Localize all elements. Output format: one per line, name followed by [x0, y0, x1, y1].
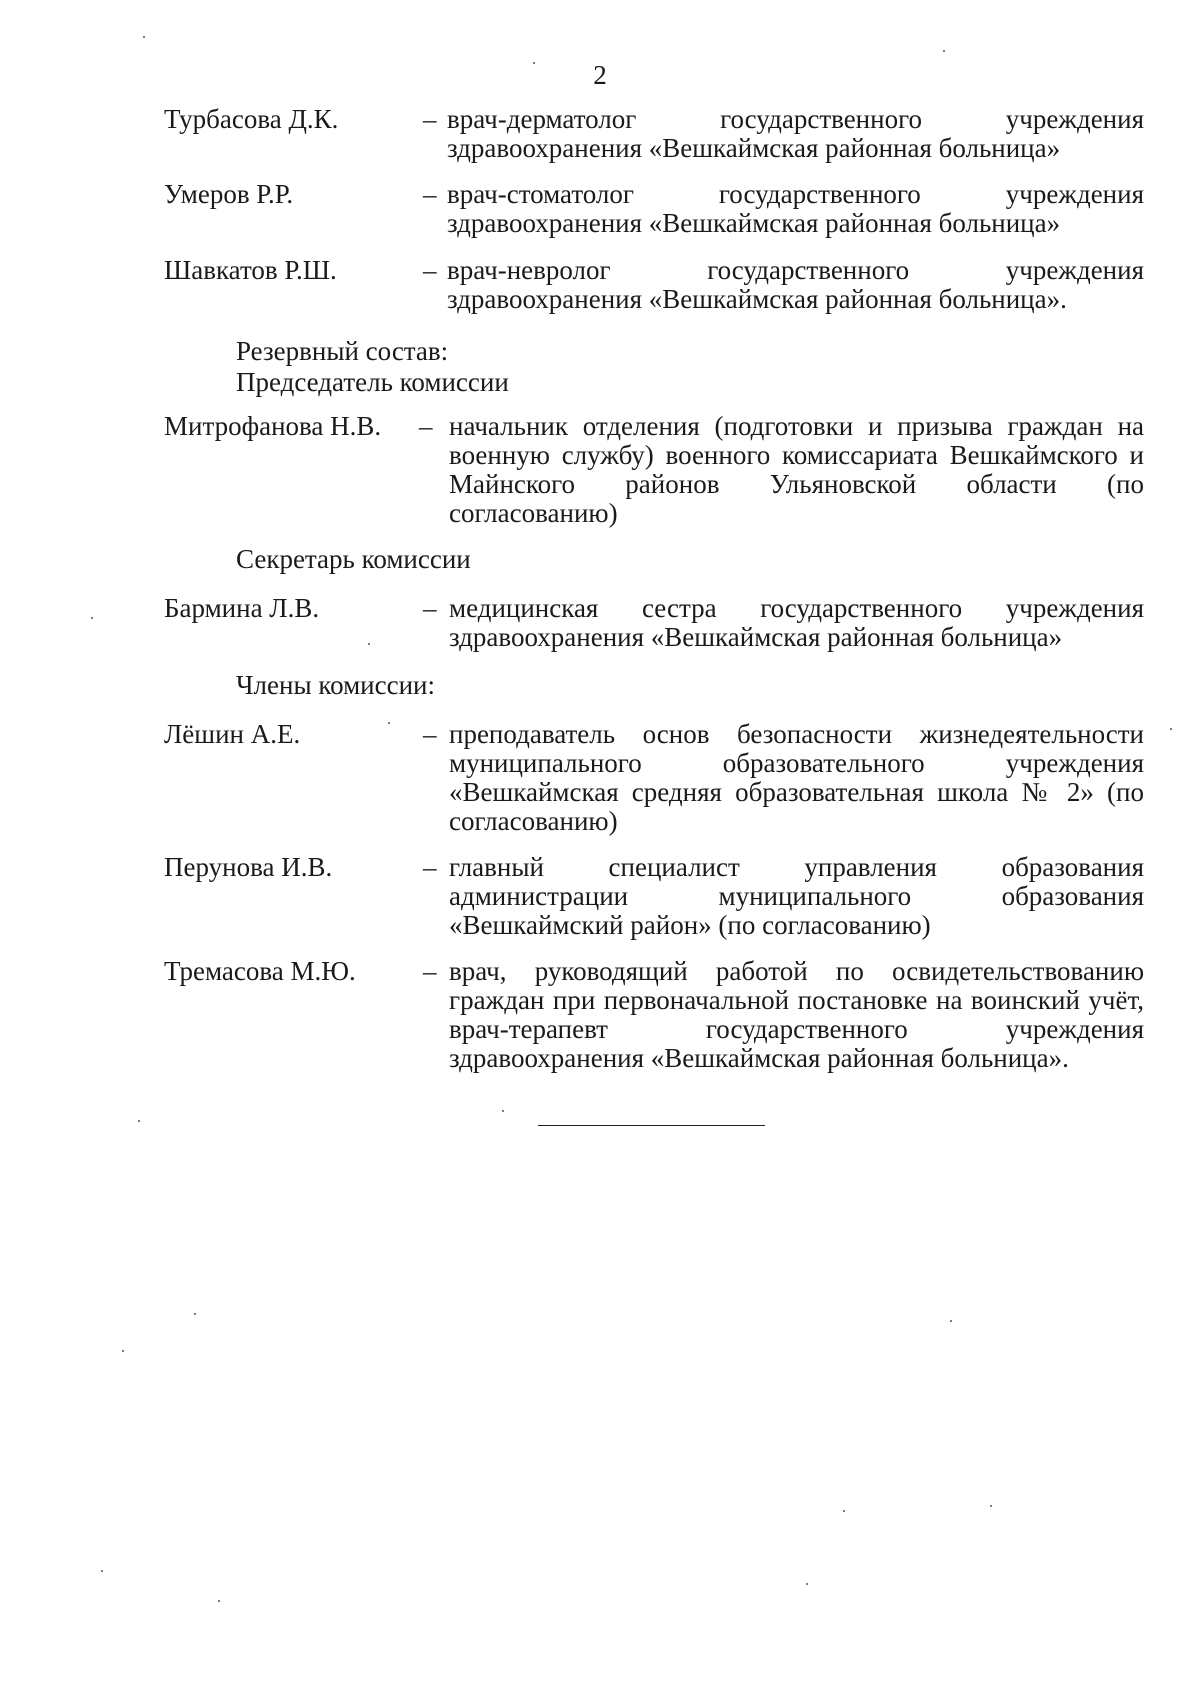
scan-speck	[91, 617, 93, 619]
scan-speck	[101, 1570, 103, 1572]
dash: –	[423, 593, 437, 623]
secretary-entry	[164, 594, 1144, 654]
member-name: Митрофанова Н.В.	[164, 411, 382, 441]
scan-speck	[502, 1110, 504, 1112]
scan-speck	[218, 1600, 220, 1602]
member-entry	[164, 256, 1144, 316]
scan-speck	[806, 1583, 808, 1585]
scan-speck	[1170, 728, 1172, 730]
member-entry	[164, 957, 1144, 1077]
page-number: 2	[593, 60, 607, 90]
member-description: врач, руководящий работой по освидетельствованию граждан при первоначальной постановке на воинский учёт, врач-терапевт государственного учреждения здравоохранения «Вешкаймская районная больница».	[449, 956, 1144, 1073]
member-description: начальник отделения (подготовки и призыва граждан на военную службу) военного комиссариата Вешкаймского и Майнского районов Ульяновской области (по согласованию)	[449, 411, 1144, 528]
member-name: Шавкатов Р.Ш.	[164, 255, 337, 285]
scan-speck	[368, 643, 370, 645]
member-entry	[164, 105, 1144, 165]
dash: –	[423, 179, 437, 209]
member-name: Перунова И.В.	[164, 852, 333, 882]
member-name: Бармина Л.В.	[164, 593, 320, 623]
member-description: главный специалист управления образования администрации муниципального образования «Вешкаймский район» (по согласованию)	[449, 852, 1144, 940]
scan-speck	[533, 62, 535, 64]
chair-heading: Председатель комиссии	[236, 367, 509, 397]
members-heading: Члены комиссии:	[236, 670, 435, 700]
member-description: врач-невролог государственного учреждения здравоохранения «Вешкаймская районная больница».	[447, 255, 1144, 314]
member-name: Тремасова М.Ю.	[164, 956, 356, 986]
chair-entry	[164, 412, 1144, 532]
member-entry	[164, 720, 1144, 840]
scan-speck	[143, 36, 145, 38]
dash: –	[419, 411, 433, 441]
scan-speck	[950, 1320, 952, 1322]
reserve-heading: Резервный состав:	[236, 336, 449, 366]
dash: –	[423, 255, 437, 285]
scan-speck	[194, 1313, 196, 1315]
dash: –	[423, 719, 437, 749]
dash: –	[423, 104, 437, 134]
dash: –	[423, 852, 437, 882]
member-name: Лёшин А.Е.	[164, 719, 301, 749]
scan-speck	[843, 1510, 845, 1512]
member-name: Умеров Р.Р.	[164, 179, 294, 209]
scan-speck	[388, 722, 390, 724]
secretary-heading: Секретарь комиссии	[236, 544, 471, 574]
member-description: преподаватель основ безопасности жизнедеятельности муниципального образовательного учреждения «Вешкаймская средняя образовательная школа № 2» (по согласованию)	[449, 719, 1144, 836]
member-name: Турбасова Д.К.	[164, 104, 339, 134]
scan-speck	[122, 1350, 124, 1352]
end-rule	[538, 1125, 765, 1126]
member-entry	[164, 853, 1144, 943]
member-description: врач-дерматолог государственного учреждения здравоохранения «Вешкаймская районная больница»	[447, 104, 1144, 163]
dash: –	[423, 956, 437, 986]
member-entry	[164, 180, 1144, 240]
member-description: врач-стоматолог государственного учреждения здравоохранения «Вешкаймская районная больница»	[447, 179, 1144, 238]
scan-speck	[990, 1505, 992, 1507]
scan-speck	[943, 50, 945, 52]
scan-speck	[138, 1120, 140, 1122]
member-description: медицинская сестра государственного учреждения здравоохранения «Вешкаймская районная больница»	[449, 593, 1144, 652]
